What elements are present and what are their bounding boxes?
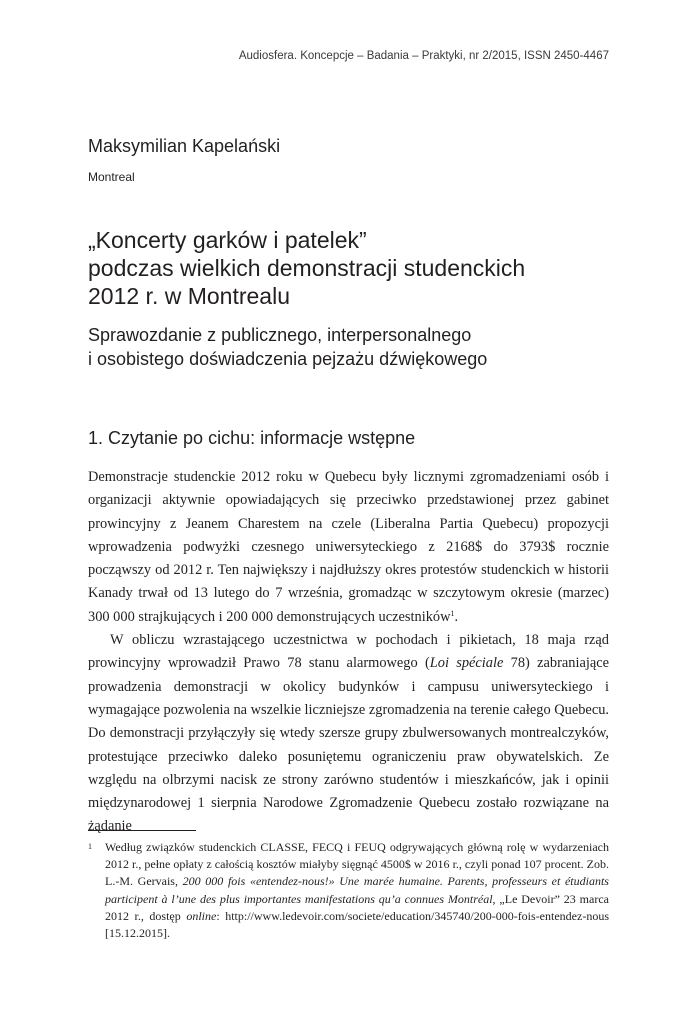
law-name-italic: Loi spéciale xyxy=(429,655,504,672)
footnote-text-part: Według związków studenckich CLASSE, FECQ i FEUQ odgrywających główną rolę w wydarzeniach 2012 r., pełne opłaty z całością kosztów miałyby sięgnąć 4500$ w 2016 r., czyli ponad 107 procent. Zob. L.-M. Gervais, xyxy=(105,840,609,889)
title-line: podczas wielkich demonstracji studenckich xyxy=(88,255,526,281)
footnote-text-part: , „Le Devoir” 23 marca 2012 r., dostęp xyxy=(105,891,609,923)
footnote-marker: 1 xyxy=(88,842,92,851)
author-name: Maksymilian Kapelański xyxy=(88,136,281,156)
title-line: „Koncerty garków i patelek” xyxy=(88,227,367,253)
paragraph-2-continuation: 78) zabraniające prowadzenia demonstracji w okolicy budynków i campusu uniwersyteckiego i wymagające pozwolenia na wszelkie liczniejsze zgromadzenia na terenie całego Quebecu. Do demonstracji przyłączyły się wtedy szersze grupy zbulwersowanych montrealczyków, protestujące przeciwko daleko posuniętemu ograniczeniu praw obywatelskich. Ze względu na olbrzymi nacisk ze strony zarówno studentów i mieszkańców, jak i opinii międzynarodowej 1 sierpnia Narodowe Zgromadzenie Quebecu zostało rozwiązane na żądanie xyxy=(88,655,609,835)
paragraph-1-text: Demonstracje studenckie 2012 roku w Quebecu były licznymi zgromadzeniami osób i organizacji aktywnie opowiadających się przeciwko przedstawionej przez gabinet prowincyjny z Jeanem Charestem na czele (Liberalna Partia Quebecu) propozycji wprowadzenia podwyżki czesnego uniwersyteckiego z 2168$ do 3793$ rocznie począwszy od 2012 r. Ten największy i najdłuższy okres protestów studenckich w historii Kanady trwał od 13 lutego do 7 września, gromadząc w szczytowym okresie (marzec) 300 000 strajkujących i 200 000 demonstrujących uczestników xyxy=(88,469,609,625)
subtitle-line: Sprawozdanie z publicznego, interpersonalnego xyxy=(88,325,472,345)
body-text xyxy=(88,466,609,839)
footnote-online-italic: online xyxy=(186,908,217,923)
running-header: Audiosfera. Koncepcje – Badania – Praktyki, nr 2/2015, ISSN 2450-4467 xyxy=(238,50,609,62)
footnote-1 xyxy=(88,839,609,942)
footnote-divider xyxy=(88,830,196,831)
body-paragraph-2 xyxy=(88,629,609,839)
paragraph-1-end: . xyxy=(454,608,459,625)
footnote-url-text: : http://www.ledevoir.com/societe/education/345740/200-000-fois-entendez-nous [15.12.2015]. xyxy=(105,908,609,941)
footnote-cited-title: 200 000 fois «entendez-nous!» Une marée humaine. Parents, professeurs et étudiants participent à l’une des plus importantes manifestations qu’a connues Montréal xyxy=(105,874,609,906)
author-affiliation: Montreal xyxy=(88,170,135,184)
footnote-reference: 1 xyxy=(450,608,455,618)
article-subtitle xyxy=(88,323,628,371)
article-title xyxy=(88,226,628,310)
subtitle-line: i osobistego doświadczenia pejzażu dźwiękowego xyxy=(88,349,488,369)
section-heading: 1. Czytanie po cichu: informacje wstępne xyxy=(88,428,416,448)
body-paragraph-1 xyxy=(88,466,609,629)
title-line: 2012 r. w Montrealu xyxy=(88,283,291,309)
paragraph-2-text: W obliczu wzrastającego uczestnictwa w pochodach i pikietach, 18 maja rząd prowincyjny wprowadził Prawo 78 stanu alarmowego ( xyxy=(88,632,609,672)
footnote-text xyxy=(105,839,609,942)
